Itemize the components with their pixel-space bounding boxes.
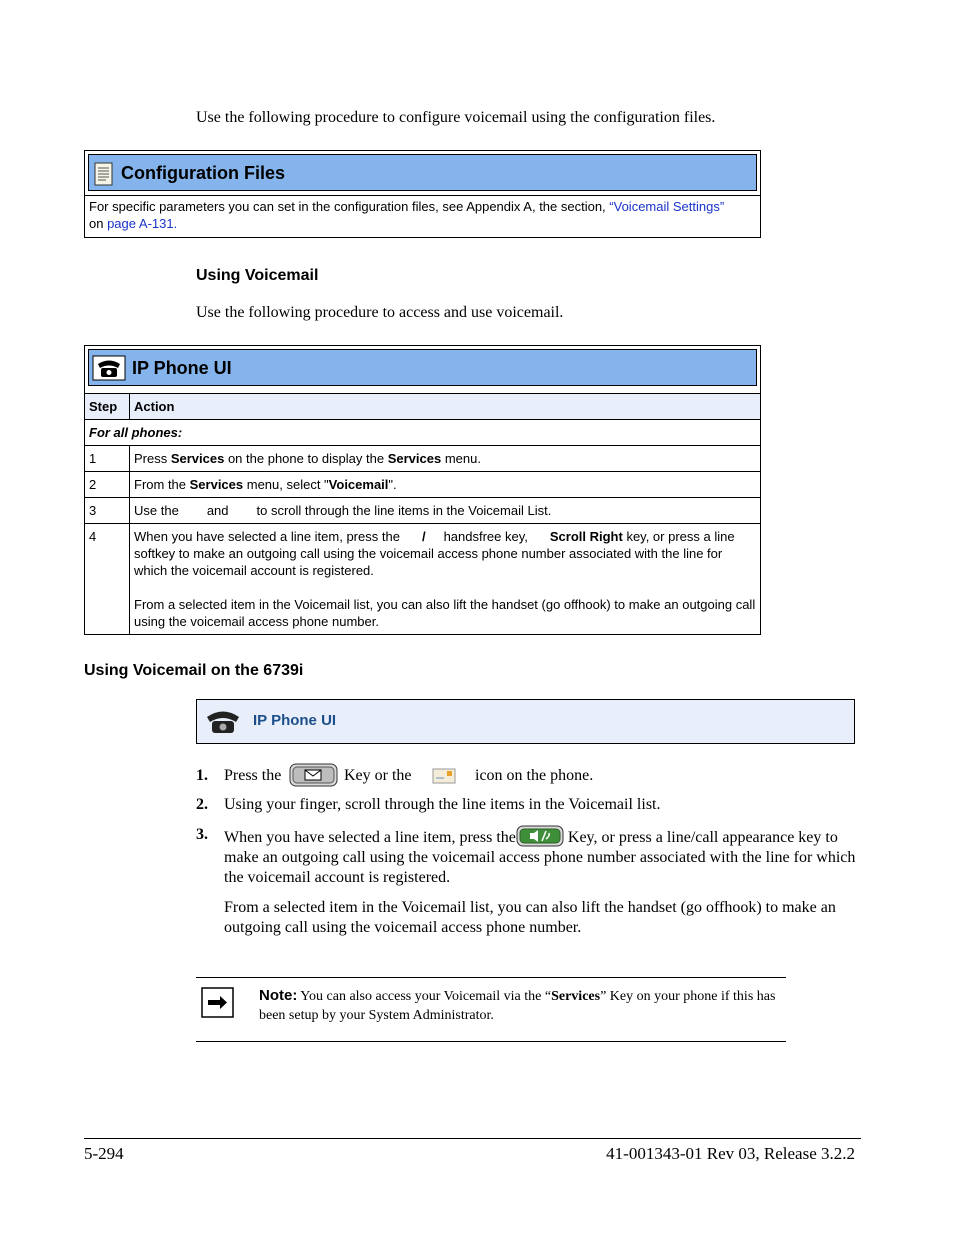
ip-phone-ui-header bbox=[88, 349, 757, 386]
table-row: 4 When you have selected a line item, press the / handsfree key, Scroll Right key, or press a line softkey to make an outgoing call using the voicemail access phone number associated with the line for which the voicemail account is registered. From a selected item in the Voicemail list, you can also lift the handset (go offhook) to make an outgoing call using the voicemail access phone number. bbox=[85, 524, 761, 635]
column-header-action: Action bbox=[130, 394, 761, 420]
config-files-box bbox=[84, 150, 761, 238]
section-intro-using-voicemail: Use the following procedure to access and use voicemail. bbox=[196, 304, 564, 321]
voicemail-settings-link[interactable]: “Voicemail Settings” bbox=[609, 199, 725, 214]
step-list bbox=[196, 766, 856, 938]
config-files-text: For specific parameters you can set in the configuration files, see Appendix A, the section, “Voicemail Settings” on page A-131. bbox=[89, 199, 725, 231]
handsfree-key-icon bbox=[516, 825, 564, 847]
note-text: Note: You can also access your Voicemail via the “Services” Key on your phone if this has been setup by your System Administrator. bbox=[259, 987, 776, 1023]
envelope-icon bbox=[432, 768, 456, 784]
table-row: 3 Use the and to scroll through the line items in the Voicemail List. bbox=[85, 498, 761, 524]
table-subheader-row bbox=[85, 420, 761, 446]
arrow-right-icon bbox=[201, 987, 234, 1018]
section-heading-using-voicemail: Using Voicemail bbox=[196, 267, 319, 284]
footer-page-number: 5-294 bbox=[84, 1144, 124, 1163]
list-item: 1. Press the Key or the icon on the phone. bbox=[196, 766, 856, 788]
config-files-header bbox=[88, 154, 757, 191]
extra-paragraph: From a selected item in the Voicemail list, you can also lift the handset (go offhook) to make an outgoing call using the voicemail access phone number. bbox=[224, 899, 836, 936]
column-header-step: Step bbox=[85, 394, 130, 420]
ip-phone-ui-title: IP Phone UI bbox=[132, 358, 232, 378]
table-row: 1 Press Services on the phone to display the Services menu. bbox=[85, 446, 761, 472]
subheader-all-phones: For all phones: bbox=[85, 420, 761, 446]
table-row: 2 From the Services menu, select "Voicemail". bbox=[85, 472, 761, 498]
voicemail-key-icon bbox=[289, 763, 338, 787]
page-a131-link[interactable]: page A-131. bbox=[107, 216, 178, 231]
list-item: 3. When you have selected a line item, press the Key, or press a line/call appearance key to make an outgoing call using the voicemail access phone number associated with the line for which the voicemail account is registered. bbox=[196, 826, 856, 886]
intro-paragraph: Use the following procedure to configure voicemail using the configuration files. bbox=[196, 109, 716, 126]
document-icon bbox=[92, 161, 116, 187]
list-item: 2. Using your finger, scroll through the line items in the Voicemail list. bbox=[196, 796, 661, 813]
phone-icon bbox=[92, 355, 126, 381]
ip-phone-ui-box bbox=[84, 345, 761, 393]
phone-icon bbox=[205, 707, 241, 735]
section-heading-6739i: Using Voicemail on the 6739i bbox=[84, 662, 304, 679]
config-files-title: Configuration Files bbox=[121, 163, 285, 183]
ip-phone-ui-banner-title: IP Phone UI bbox=[253, 712, 337, 729]
voicemail-steps-table bbox=[84, 393, 761, 635]
ip-phone-ui-banner bbox=[196, 699, 855, 744]
table-header-row bbox=[85, 394, 761, 420]
footer-document-id: 41-001343-01 Rev 03, Release 3.2.2 bbox=[606, 1144, 855, 1163]
